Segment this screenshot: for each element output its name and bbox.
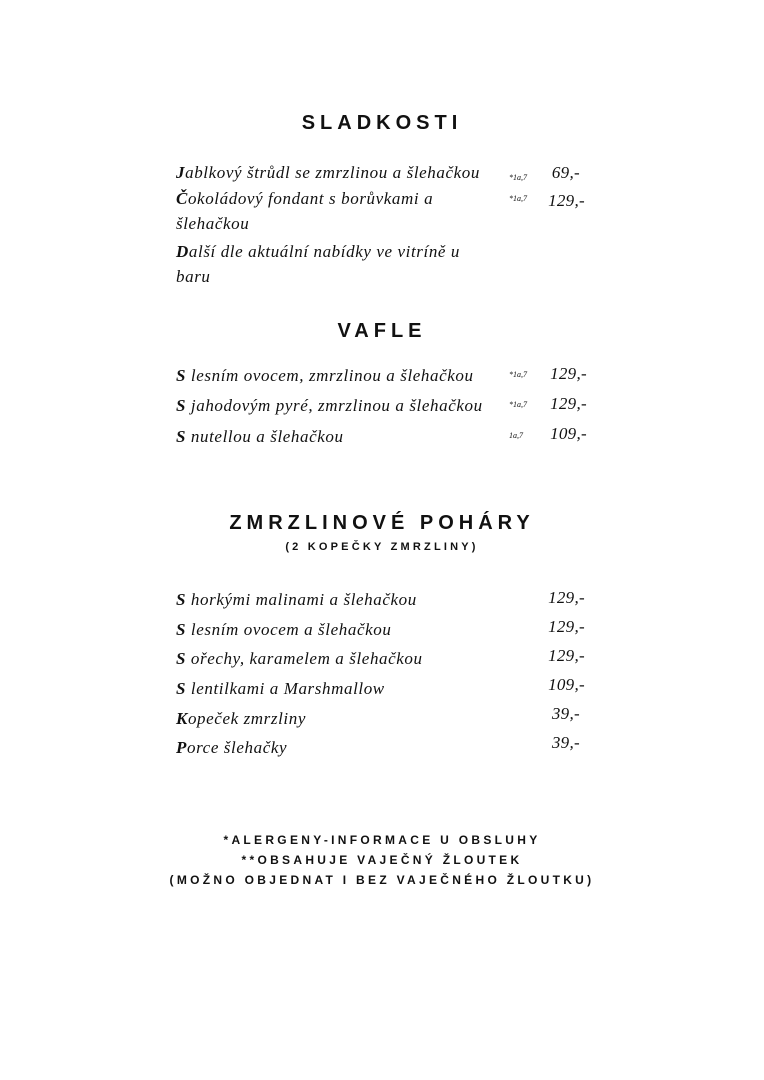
menu-item-price: 129,- <box>548 588 585 607</box>
menu-item-price: 129,- <box>548 617 585 636</box>
menu-item-price: 109,- <box>550 424 587 443</box>
menu-item-name: S lesním ovocem, zmrzlinou a šlehačkou <box>176 366 474 385</box>
menu-item-name: S nutellou a šlehačkou <box>176 427 344 446</box>
allergen-code: *1a,7 <box>509 370 527 379</box>
menu-item-price: 39,- <box>551 704 580 723</box>
menu-item-price: 129,- <box>548 646 585 665</box>
menu-item-price: 129,- <box>550 394 587 413</box>
menu-item-name: Čokoládový fondant s borůvkami a šlehačkou <box>176 189 434 233</box>
menu-item-price: 39,- <box>551 733 580 752</box>
menu-item-name: S horkými malinami a šlehačkou <box>176 590 417 609</box>
allergen-code: *1a,7 <box>509 173 527 182</box>
section-title-sladkosti: SLADKOSTI <box>301 112 463 134</box>
section-title-poharky: ZMRZLINOVÉ POHÁRY <box>229 512 535 534</box>
allergen-code: 1a,7 <box>509 431 523 440</box>
allergen-note: *ALERGENY-INFORMACE U OBSLUHY <box>223 833 541 847</box>
yolk-option-note: (MOŽNO OBJEDNAT I BEZ VAJEČNÉHO ŽLOUTKU) <box>169 873 595 887</box>
allergen-code: *1a,7 <box>509 194 527 203</box>
menu-item-name: Jablkový štrůdl se zmrzlinou a šlehačkou <box>176 163 481 182</box>
menu-item-name: S lesním ovocem a šlehačkou <box>176 620 392 639</box>
menu-item-price: 109,- <box>548 675 585 694</box>
menu-item-price: 129,- <box>550 364 587 383</box>
menu-item-name: S jahodovým pyré, zmrzlinou a šlehačkou <box>176 396 483 415</box>
menu-item-name: S ořechy, karamelem a šlehačkou <box>176 649 423 668</box>
section-subtitle: (2 KOPEČKY ZMRZLINY) <box>285 541 479 553</box>
menu-item-price: 69,- <box>551 163 580 182</box>
menu-item-price: 129,- <box>548 191 585 210</box>
yolk-note: **OBSAHUJE VAJEČNÝ ŽLOUTEK <box>241 853 523 867</box>
menu-item-name: S lentilkami a Marshmallow <box>176 679 385 698</box>
allergen-code: *1a,7 <box>509 400 527 409</box>
menu-item-name: Kopeček zmrzliny <box>176 709 307 728</box>
menu-item-name: Porce šlehačky <box>176 738 288 757</box>
section-title-vafle: VAFLE <box>337 320 427 342</box>
menu-item-name: Další dle aktuální nabídky ve vitríně u baru <box>176 242 461 286</box>
